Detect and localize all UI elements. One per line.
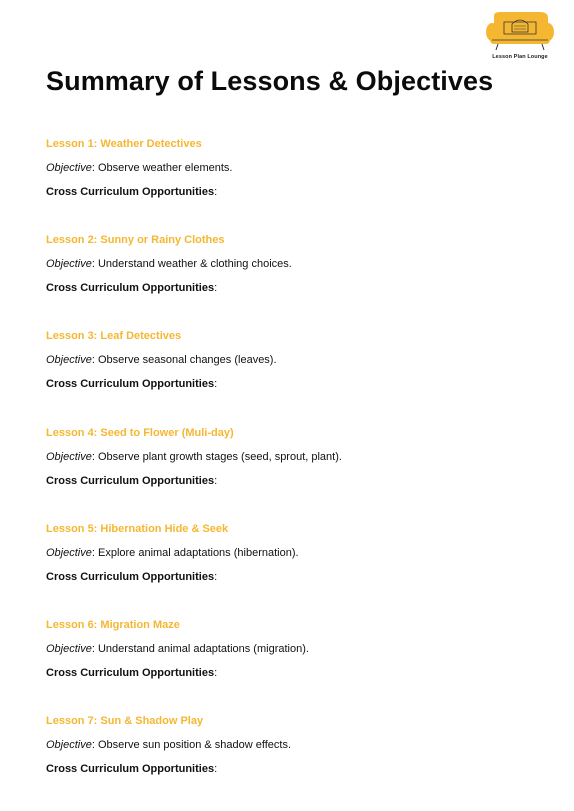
cross-curriculum (46, 378, 217, 390)
objective-text: Understand animal adaptations (migration). (97, 642, 309, 655)
objective-separator: : (91, 739, 98, 752)
lesson-title: Lesson 2: Sunny or Rainy Clothes (46, 234, 225, 247)
lesson-item (46, 715, 546, 811)
lesson-objective (46, 451, 342, 463)
objective-label: Objective (46, 258, 92, 271)
yellow-sofa-icon (484, 10, 556, 54)
cross-curriculum-label: Cross Curriculum Opportunities (46, 378, 215, 391)
objective-text: Observe plant growth stages (seed, sprout, plant). (97, 450, 342, 463)
lesson-item (46, 619, 546, 715)
cross-curriculum-separator: : (214, 474, 218, 487)
lesson-list (46, 138, 546, 811)
cross-curriculum (46, 475, 217, 487)
lesson-objective (46, 739, 291, 751)
objective-separator: : (91, 162, 98, 174)
objective-label: Objective (46, 642, 92, 655)
page-title: Summary of Lessons & Objectives (46, 66, 494, 96)
lesson-item (46, 427, 546, 523)
cross-curriculum-separator: : (214, 378, 218, 391)
objective-text: Understand weather & clothing choices. (97, 258, 292, 271)
lesson-item (46, 330, 546, 426)
cross-curriculum (46, 186, 217, 198)
objective-separator: : (91, 258, 98, 271)
objective-label: Objective (46, 162, 92, 174)
cross-curriculum-separator: : (214, 282, 218, 295)
objective-separator: : (91, 546, 98, 559)
cross-curriculum-label: Cross Curriculum Opportunities (46, 570, 215, 583)
cross-curriculum-label: Cross Curriculum Opportunities (46, 186, 215, 198)
cross-curriculum-label: Cross Curriculum Opportunities (46, 474, 215, 487)
lesson-item (46, 523, 546, 619)
lesson-title: Lesson 1: Weather Detectives (46, 138, 202, 150)
lesson-title: Lesson 3: Leaf Detectives (46, 330, 182, 343)
cross-curriculum (46, 282, 217, 294)
lesson-title: Lesson 6: Migration Maze (46, 618, 180, 631)
objective-label: Objective (46, 354, 92, 367)
lesson-objective (46, 258, 292, 270)
objective-separator: : (91, 354, 98, 367)
logo-text: Lesson Plan Lounge (492, 54, 548, 60)
lesson-objective (46, 547, 299, 559)
cross-curriculum-label: Cross Curriculum Opportunities (46, 666, 215, 679)
cross-curriculum (46, 763, 217, 775)
lesson-objective (46, 643, 309, 655)
cross-curriculum (46, 667, 217, 679)
cross-curriculum (46, 571, 217, 583)
lesson-item (46, 234, 546, 330)
objective-label: Objective (46, 546, 92, 559)
cross-curriculum-label: Cross Curriculum Opportunities (46, 763, 215, 776)
objective-text: Observe seasonal changes (leaves). (97, 354, 277, 367)
cross-curriculum-separator: : (214, 186, 218, 198)
lesson-objective (46, 354, 277, 366)
cross-curriculum-label: Cross Curriculum Opportunities (46, 282, 215, 295)
objective-separator: : (91, 450, 98, 463)
lesson-title: Lesson 5: Hibernation Hide & Seek (46, 522, 229, 535)
objective-text: Explore animal adaptations (hibernation). (97, 546, 299, 559)
lesson-item (46, 138, 546, 234)
cross-curriculum-separator: : (214, 763, 218, 776)
cross-curriculum-separator: : (214, 570, 218, 583)
objective-separator: : (91, 642, 98, 655)
cross-curriculum-separator: : (214, 666, 218, 679)
lesson-title: Lesson 7: Sun & Shadow Play (46, 715, 204, 728)
objective-label: Objective (46, 739, 92, 752)
objective-text: Observe sun position & shadow effects. (97, 739, 291, 752)
lesson-objective (46, 162, 233, 174)
objective-label: Objective (46, 450, 92, 463)
objective-text: Observe weather elements. (97, 162, 233, 174)
lesson-title: Lesson 4: Seed to Flower (Muli-day) (46, 426, 234, 439)
logo (484, 10, 556, 66)
